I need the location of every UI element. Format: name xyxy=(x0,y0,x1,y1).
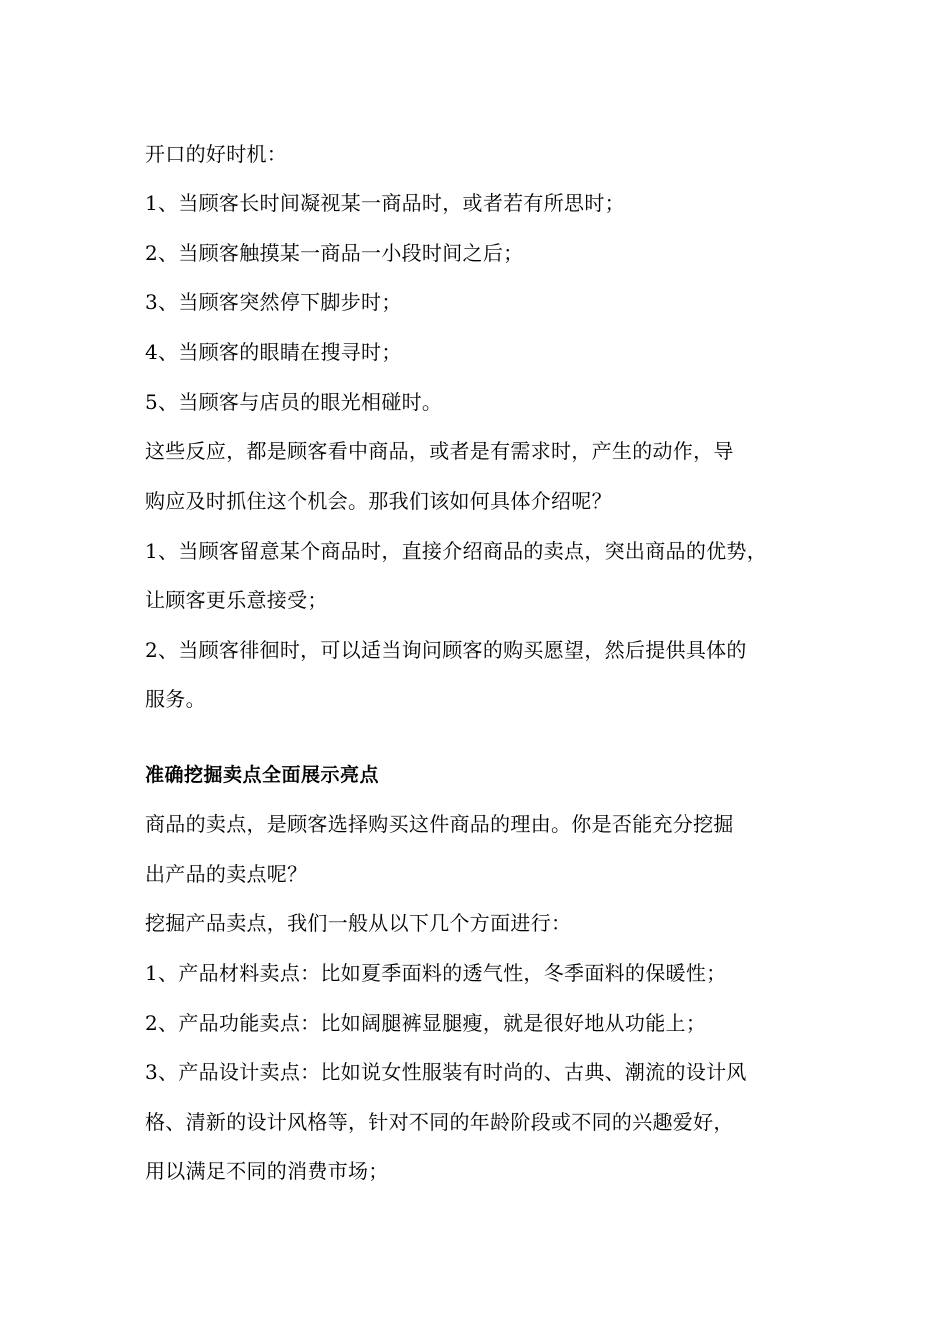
paragraph-line: 4、当顾客的眼睛在搜寻时； xyxy=(145,340,402,364)
paragraph-line: 2、当顾客徘徊时，可以适当询问顾客的购买愿望，然后提供具体的 xyxy=(145,638,747,662)
section-heading: 准确挖掘卖点全面展示亮点 xyxy=(145,764,380,786)
paragraph-line: 2、产品功能卖点：比如阔腿裤显腿瘦，就是很好地从功能上； xyxy=(145,1011,707,1035)
paragraph-line: 出产品的卖点呢？ xyxy=(145,862,308,886)
paragraph-line: 1、产品材料卖点：比如夏季面料的透气性，冬季面料的保暖性； xyxy=(145,961,727,985)
paragraph-line: 1、当顾客留意某个商品时，直接介绍商品的卖点，突出商品的优势， xyxy=(145,539,768,563)
paragraph-line: 3、当顾客突然停下脚步时； xyxy=(145,290,402,314)
paragraph-line: 让顾客更乐意接受； xyxy=(145,588,328,612)
paragraph-line: 商品的卖点，是顾客选择购买这件商品的理由。你是否能充分挖掘 xyxy=(145,812,734,836)
paragraph-line: 5、当顾客与店员的眼光相碰时。 xyxy=(145,390,443,414)
paragraph-line: 服务。 xyxy=(145,687,206,711)
paragraph-line: 3、产品设计卖点：比如说女性服装有时尚的、古典、潮流的设计风 xyxy=(145,1060,747,1084)
paragraph-line: 1、当顾客长时间凝视某一商品时，或者若有所思时； xyxy=(145,191,625,215)
paragraph-line: 挖掘产品卖点，我们一般从以下几个方面进行： xyxy=(145,911,572,935)
paragraph-line: 格、清新的设计风格等，针对不同的年龄阶段或不同的兴趣爱好， xyxy=(145,1110,734,1134)
paragraph-line: 开口的好时机： xyxy=(145,142,288,166)
paragraph-line: 用以满足不同的消费市场； xyxy=(145,1159,389,1183)
paragraph-line: 2、当顾客触摸某一商品一小段时间之后； xyxy=(145,241,524,265)
paragraph-line: 购应及时抓住这个机会。那我们该如何具体介绍呢？ xyxy=(145,489,612,513)
paragraph-line: 这些反应，都是顾客看中商品，或者是有需求时，产生的动作，导 xyxy=(145,439,734,463)
